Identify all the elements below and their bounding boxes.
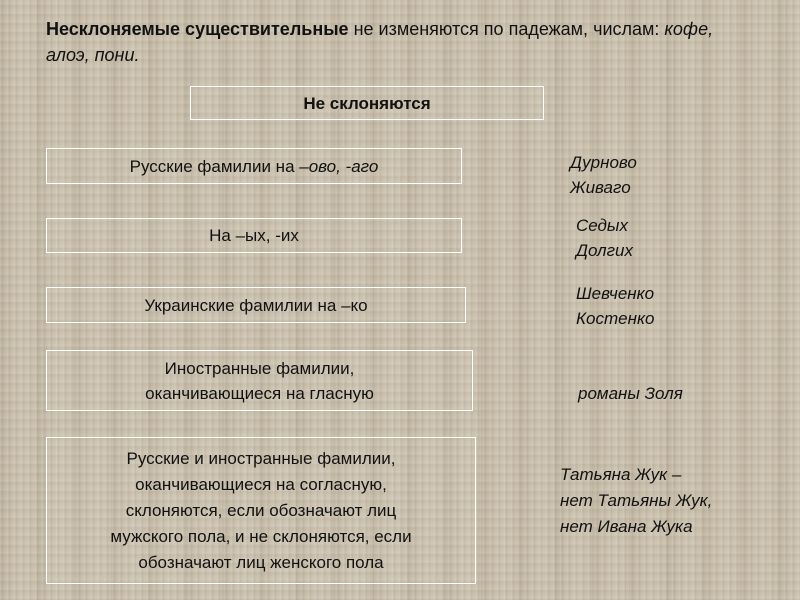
rule-box-vowel bbox=[46, 350, 473, 411]
rule-box-consonant bbox=[46, 437, 476, 584]
rule-box-ykh-ikh bbox=[46, 218, 462, 253]
example-text: Седых Долгих bbox=[576, 216, 633, 260]
rule-label: Русские фамилии на –ово, -аго bbox=[129, 156, 379, 176]
heading-bold-term: Несклоняемые существительные bbox=[46, 19, 349, 39]
example-text: Шевченко Костенко bbox=[576, 284, 655, 328]
rule-label: Украинские фамилии на –ко bbox=[144, 295, 368, 315]
header-box bbox=[190, 86, 544, 120]
header-box-label: Не склоняются bbox=[303, 93, 431, 113]
slide-heading bbox=[46, 16, 746, 68]
rule-label: На –ых, -их bbox=[209, 226, 299, 245]
heading-definition: не изменяются по падежам, числам: bbox=[348, 19, 665, 39]
rule-label: Русские и иностранные фамилии, оканчивающиеся на согласную, склоняются, если обозначают лиц мужского пола, и не склоняются, если обозначают лиц женского пола bbox=[110, 448, 412, 572]
heading-examples: кофе, алоэ, пони. bbox=[46, 19, 714, 65]
rule-box-ovo-ago bbox=[46, 148, 462, 184]
example-text: Татьяна Жук – нет Татьяны Жук, нет Ивана Жука bbox=[560, 465, 713, 536]
rule-box-ko bbox=[46, 287, 466, 323]
rule-label: Иностранные фамилии, оканчивающиеся на гласную bbox=[145, 358, 374, 403]
example-text: романы Золя bbox=[578, 384, 683, 403]
example-text: Дурново Живаго bbox=[570, 153, 637, 197]
